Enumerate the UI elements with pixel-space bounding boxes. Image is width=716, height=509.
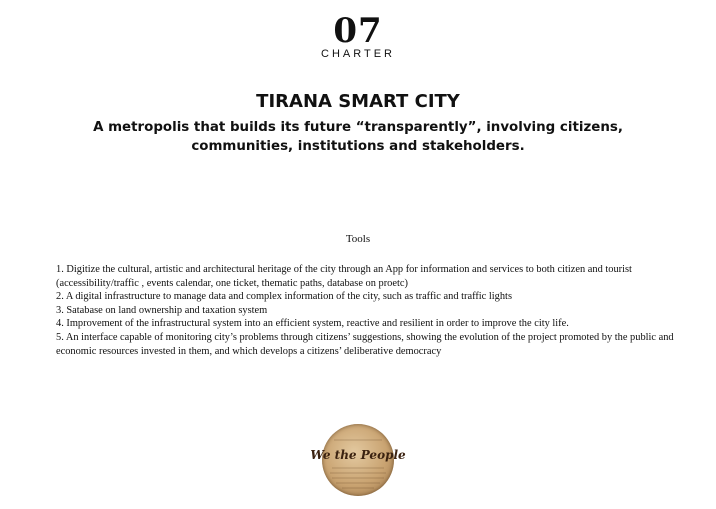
we-the-people-seal-icon bbox=[310, 424, 406, 496]
seal-script: We the People bbox=[310, 448, 406, 462]
tools-heading: Tools bbox=[345, 233, 371, 245]
tools-list-item: 5. An interface capable of monitoring city’s problems through citizens’ suggestions, showing the evolution of the project promoted by the public and economic resources invested in them, and which develops a citizens’ deliberative democracy bbox=[56, 331, 674, 357]
page-subtitle: A metropolis that builds its future “transparently”, involving citizens, communities, institutions and stakeholders. bbox=[93, 120, 623, 154]
tools-list-item: 2. A digital infrastructure to manage data and complex information of the city, such as traffic and traffic lights bbox=[56, 291, 512, 303]
tools-list-item: 1. Digitize the cultural, artistic and architectural heritage of the city through an App for information and services to both citizen and tourist (accessibility/traffic , events calendar, one ticket, thematic paths, database on proetc) bbox=[56, 264, 632, 289]
page-title: TIRANA SMART CITY bbox=[256, 91, 460, 112]
chapter-label: CHARTER bbox=[321, 48, 395, 60]
chapter-header bbox=[0, 11, 716, 60]
tools-list-item: 3. Satabase on land ownership and taxation system bbox=[56, 304, 268, 316]
seal-artwork bbox=[310, 424, 406, 496]
chapter-number: 07 bbox=[333, 11, 383, 51]
tools-list bbox=[56, 263, 676, 358]
tools-list-item: 4. Improvement of the infrastructural system into an efficient system, reactive and resilient in order to improve the city life. bbox=[56, 318, 569, 330]
